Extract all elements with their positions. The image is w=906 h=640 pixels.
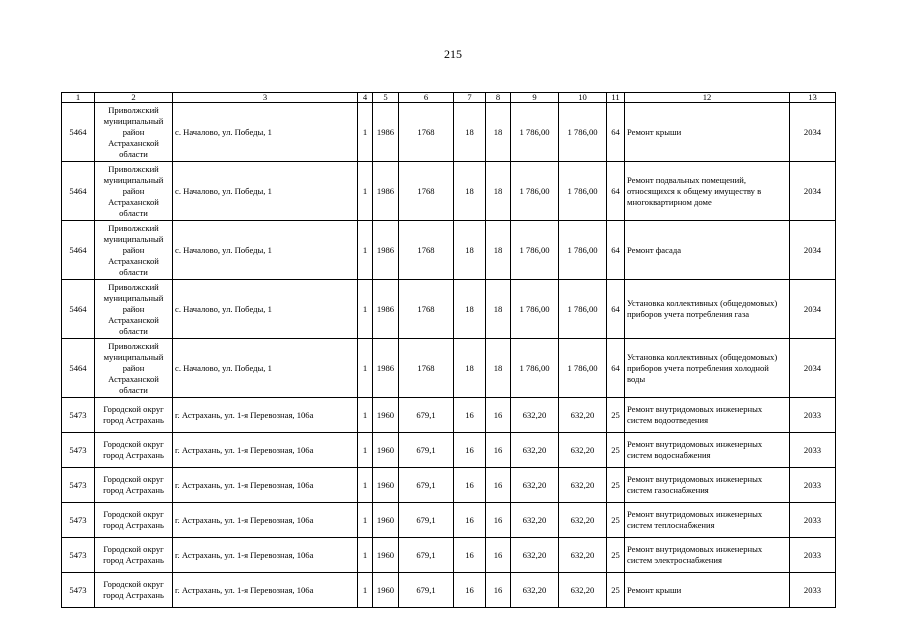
row-id-cell: 5473 [62,573,95,608]
col11-cell: 64 [607,103,625,162]
area-cell: 1768 [399,339,454,398]
col4-cell: 1 [358,468,373,503]
col7-cell: 16 [454,398,486,433]
work-type-cell: Ремонт внутридомовых инженерных систем теплоснабжения [625,503,790,538]
table-row [62,538,836,573]
page-number: 215 [444,47,462,61]
col4-cell: 1 [358,103,373,162]
col9-cell: 632,20 [511,538,559,573]
district-cell: Городской округ город Астрахань [95,468,173,503]
column-header: 2 [95,93,173,103]
column-header: 3 [173,93,358,103]
col9-cell: 632,20 [511,573,559,608]
col10-cell: 1 786,00 [559,280,607,339]
col11-cell: 64 [607,162,625,221]
row-id-cell: 5464 [62,162,95,221]
work-type-cell: Ремонт внутридомовых инженерных систем водоснабжения [625,433,790,468]
district-cell: Приволжский муниципальный район Астраханской области [95,280,173,339]
year-built-cell: 1960 [373,573,399,608]
col8-cell: 16 [486,433,511,468]
column-header: 4 [358,93,373,103]
col10-cell: 632,20 [559,398,607,433]
work-type-cell: Ремонт фасада [625,221,790,280]
col11-cell: 64 [607,339,625,398]
col8-cell: 16 [486,468,511,503]
col7-cell: 16 [454,573,486,608]
address-cell: с. Началово, ул. Победы, 1 [173,162,358,221]
address-cell: г. Астрахань, ул. 1-я Перевозная, 106а [173,503,358,538]
table-row [62,398,836,433]
year-built-cell: 1960 [373,398,399,433]
district-cell: Приволжский муниципальный район Астраханской области [95,162,173,221]
col9-cell: 1 786,00 [511,280,559,339]
col4-cell: 1 [358,162,373,221]
planned-year-cell: 2033 [790,503,836,538]
area-cell: 679,1 [399,468,454,503]
row-id-cell: 5473 [62,398,95,433]
year-built-cell: 1986 [373,280,399,339]
year-built-cell: 1986 [373,162,399,221]
column-header: 12 [625,93,790,103]
row-id-cell: 5473 [62,468,95,503]
col4-cell: 1 [358,538,373,573]
column-header: 10 [559,93,607,103]
col7-cell: 18 [454,280,486,339]
col10-cell: 1 786,00 [559,221,607,280]
planned-year-cell: 2033 [790,573,836,608]
district-cell: Городской округ город Астрахань [95,503,173,538]
row-id-cell: 5464 [62,103,95,162]
table-row [62,503,836,538]
year-built-cell: 1960 [373,503,399,538]
district-cell: Городской округ город Астрахань [95,538,173,573]
col11-cell: 25 [607,503,625,538]
col10-cell: 632,20 [559,433,607,468]
col11-cell: 25 [607,398,625,433]
col4-cell: 1 [358,503,373,538]
area-cell: 1768 [399,221,454,280]
col7-cell: 16 [454,433,486,468]
column-header: 9 [511,93,559,103]
planned-year-cell: 2033 [790,398,836,433]
planned-year-cell: 2034 [790,280,836,339]
col9-cell: 1 786,00 [511,339,559,398]
address-cell: с. Началово, ул. Победы, 1 [173,280,358,339]
col7-cell: 18 [454,339,486,398]
work-type-cell: Ремонт крыши [625,573,790,608]
col10-cell: 1 786,00 [559,339,607,398]
address-cell: г. Астрахань, ул. 1-я Перевозная, 106а [173,398,358,433]
col7-cell: 18 [454,103,486,162]
work-type-cell: Ремонт крыши [625,103,790,162]
planned-year-cell: 2034 [790,162,836,221]
planned-year-cell: 2034 [790,103,836,162]
district-cell: Городской округ город Астрахань [95,433,173,468]
col8-cell: 16 [486,398,511,433]
work-type-cell: Ремонт внутридомовых инженерных систем газоснабжения [625,468,790,503]
work-type-cell: Ремонт подвальных помещений, относящихся к общему имуществу в многоквартирном доме [625,162,790,221]
row-id-cell: 5473 [62,503,95,538]
col9-cell: 632,20 [511,468,559,503]
col10-cell: 632,20 [559,538,607,573]
year-built-cell: 1986 [373,103,399,162]
address-cell: с. Началово, ул. Победы, 1 [173,103,358,162]
col10-cell: 1 786,00 [559,162,607,221]
col4-cell: 1 [358,221,373,280]
col11-cell: 25 [607,433,625,468]
header-row [62,93,836,103]
row-id-cell: 5464 [62,280,95,339]
work-type-cell: Установка коллективных (общедомовых) приборов учета потребления холодной воды [625,339,790,398]
col7-cell: 16 [454,468,486,503]
address-cell: с. Началово, ул. Победы, 1 [173,339,358,398]
year-built-cell: 1986 [373,339,399,398]
area-cell: 679,1 [399,573,454,608]
col11-cell: 64 [607,280,625,339]
area-cell: 1768 [399,280,454,339]
col11-cell: 25 [607,538,625,573]
col7-cell: 16 [454,503,486,538]
table-row [62,103,836,162]
col8-cell: 18 [486,339,511,398]
planned-year-cell: 2033 [790,468,836,503]
col10-cell: 632,20 [559,573,607,608]
planned-year-cell: 2033 [790,433,836,468]
col9-cell: 632,20 [511,398,559,433]
address-cell: г. Астрахань, ул. 1-я Перевозная, 106а [173,573,358,608]
area-cell: 679,1 [399,433,454,468]
row-id-cell: 5464 [62,221,95,280]
col11-cell: 64 [607,221,625,280]
year-built-cell: 1960 [373,433,399,468]
row-id-cell: 5473 [62,433,95,468]
column-header: 13 [790,93,836,103]
area-cell: 1768 [399,162,454,221]
planned-year-cell: 2034 [790,339,836,398]
column-header: 8 [486,93,511,103]
col4-cell: 1 [358,573,373,608]
col7-cell: 18 [454,221,486,280]
col9-cell: 1 786,00 [511,221,559,280]
district-cell: Городской округ город Астрахань [95,573,173,608]
area-cell: 679,1 [399,538,454,573]
district-cell: Городской округ город Астрахань [95,398,173,433]
col8-cell: 16 [486,573,511,608]
col7-cell: 18 [454,162,486,221]
area-cell: 679,1 [399,398,454,433]
planned-year-cell: 2034 [790,221,836,280]
column-header: 6 [399,93,454,103]
row-id-cell: 5464 [62,339,95,398]
col7-cell: 16 [454,538,486,573]
col11-cell: 25 [607,573,625,608]
col10-cell: 1 786,00 [559,103,607,162]
address-cell: г. Астрахань, ул. 1-я Перевозная, 106а [173,468,358,503]
table-row [62,162,836,221]
district-cell: Приволжский муниципальный район Астраханской области [95,221,173,280]
col9-cell: 632,20 [511,433,559,468]
col9-cell: 1 786,00 [511,103,559,162]
row-id-cell: 5473 [62,538,95,573]
col9-cell: 632,20 [511,503,559,538]
table-row [62,339,836,398]
col9-cell: 1 786,00 [511,162,559,221]
col11-cell: 25 [607,468,625,503]
address-cell: с. Началово, ул. Победы, 1 [173,221,358,280]
column-header: 7 [454,93,486,103]
col4-cell: 1 [358,339,373,398]
table-row [62,573,836,608]
col8-cell: 16 [486,538,511,573]
column-header: 11 [607,93,625,103]
column-header: 1 [62,93,95,103]
col8-cell: 18 [486,280,511,339]
col4-cell: 1 [358,398,373,433]
col4-cell: 1 [358,280,373,339]
year-built-cell: 1960 [373,538,399,573]
col4-cell: 1 [358,433,373,468]
col8-cell: 18 [486,162,511,221]
col8-cell: 16 [486,503,511,538]
work-type-cell: Установка коллективных (общедомовых) приборов учета потребления газа [625,280,790,339]
district-cell: Приволжский муниципальный район Астраханской области [95,339,173,398]
column-header: 5 [373,93,399,103]
area-cell: 679,1 [399,503,454,538]
table-row [62,280,836,339]
address-cell: г. Астрахань, ул. 1-я Перевозная, 106а [173,433,358,468]
col10-cell: 632,20 [559,468,607,503]
col8-cell: 18 [486,103,511,162]
table-row [62,433,836,468]
area-cell: 1768 [399,103,454,162]
col10-cell: 632,20 [559,503,607,538]
address-cell: г. Астрахань, ул. 1-я Перевозная, 106а [173,538,358,573]
table-row [62,221,836,280]
table-row [62,468,836,503]
col8-cell: 18 [486,221,511,280]
year-built-cell: 1986 [373,221,399,280]
planned-year-cell: 2033 [790,538,836,573]
work-type-cell: Ремонт внутридомовых инженерных систем электроснабжения [625,538,790,573]
registry-table [61,92,836,608]
district-cell: Приволжский муниципальный район Астраханской области [95,103,173,162]
work-type-cell: Ремонт внутридомовых инженерных систем водоотведения [625,398,790,433]
year-built-cell: 1960 [373,468,399,503]
